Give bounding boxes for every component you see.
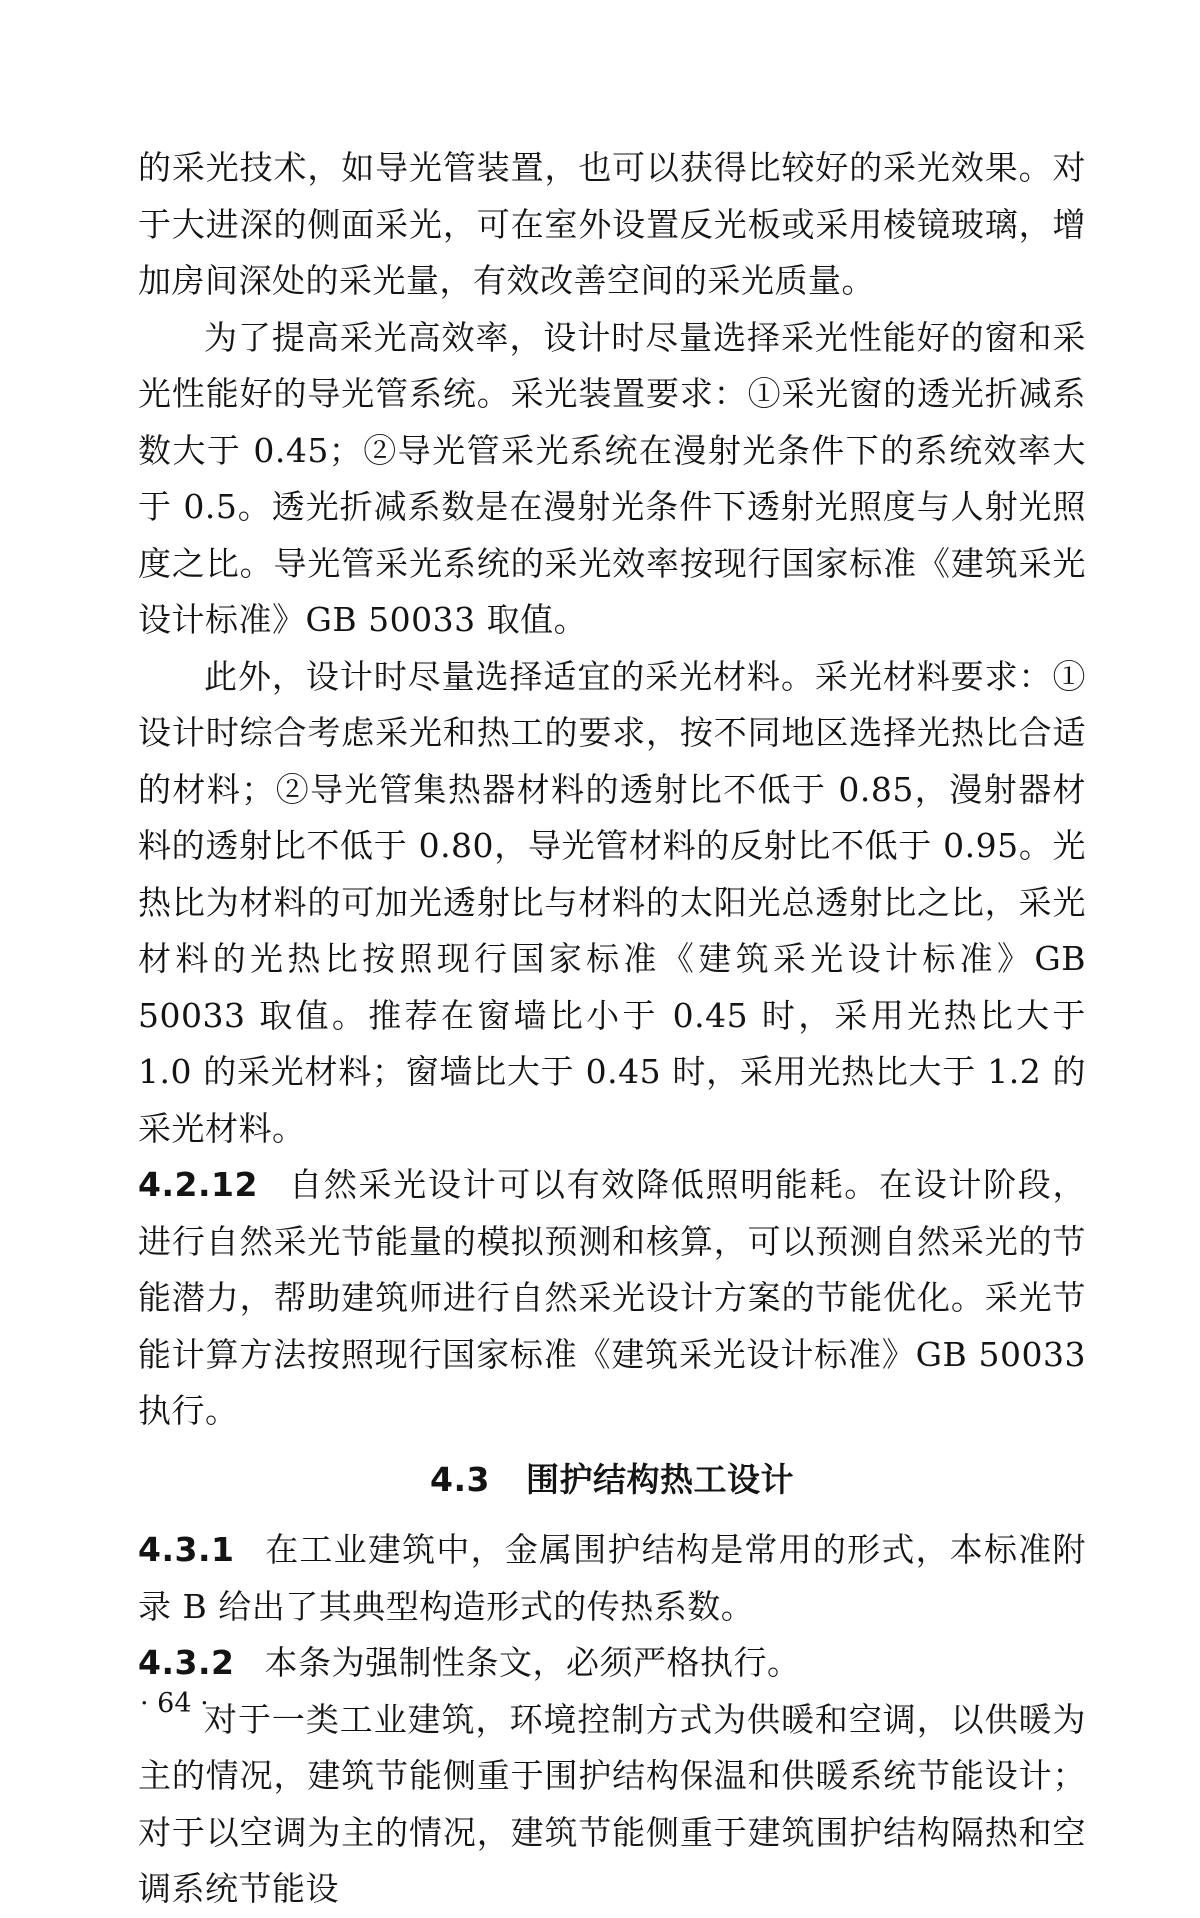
paragraph-continued: 的采光技术，如导光管装置，也可以获得比较好的采光效果。对于大进深的侧面采光，可在室外设置反光板或采用棱镜玻璃，增加房间深处的采光量，有效改善空间的采光质量。 (138, 148, 1086, 300)
clause-4-2-12 (138, 1157, 1086, 1440)
clause-text: 自然采光设计可以有效降低照明能耗。在设计阶段，进行自然采光节能量的模拟预测和核算，可以预测自然采光的节能潜力，帮助建筑师进行自然采光设计方案的节能优化。采光节能计算方法按照现行国家标准《建筑采光设计标准》GB 50033 执行。 (138, 1165, 1086, 1430)
clause-4-3-2 (138, 1635, 1086, 1692)
section-number: 4.3 (430, 1459, 490, 1499)
clause-number: 4.3.1 (138, 1530, 235, 1569)
body-text (138, 140, 1086, 1918)
clause-4-3-1 (138, 1522, 1086, 1635)
clause-text: 本条为强制性条文，必须严格执行。 (264, 1643, 801, 1682)
section-heading (138, 1452, 1086, 1509)
section-title: 围护结构热工设计 (525, 1459, 794, 1499)
paragraph-daylighting-devices: 为了提高采光高效率，设计时尽量选择采光性能好的窗和采光性能好的导光管系统。采光装置要求：①采光窗的透光折减系数大于 0.45；②导光管采光系统在漫射光条件下的系统效率大于 0.5。透光折减系数是在漫射光条件下透射光照度与人射光照度之比。导光管采光系统的采光效率按现行国家标准《建筑采光设计标准》GB 50033 取值。 (138, 317, 1086, 639)
clause-number: 4.3.2 (138, 1643, 235, 1682)
paragraph-industrial-buildings: 对于一类工业建筑，环境控制方式为供暖和空调，以供暖为主的情况，建筑节能侧重于围护结构保温和供暖系统节能设计；对于以空调为主的情况，建筑节能侧重于建筑围护结构隔热和空调系统节能设 (138, 1699, 1086, 1908)
page-number: · 64 · (140, 1688, 209, 1719)
clause-number: 4.2.12 (138, 1165, 258, 1204)
clause-text: 在工业建筑中，金属围护结构是常用的形式，本标准附录 B 给出了其典型构造形式的传热系数。 (138, 1530, 1086, 1626)
paragraph-daylighting-materials: 此外，设计时尽量选择适宜的采光材料。采光材料要求：①设计时综合考虑采光和热工的要求，按不同地区选择光热比合适的材料；②导光管集热器材料的透射比不低于 0.85，漫射器材料的透射比不低于 0.80，导光管材料的反射比不低于 0.95。光热比为材料的可加光透射比与材料的太阳光总透射比之比，采光材料的光热比按照现行国家标准《建筑采光设计标准》GB 50033 取值。推荐在窗墙比小于 0.45 时，采用光热比大于 1.0 的采光材料；窗墙比大于 0.45 时，采用光热比大于 1.2 的采光材料。 (138, 656, 1086, 1148)
